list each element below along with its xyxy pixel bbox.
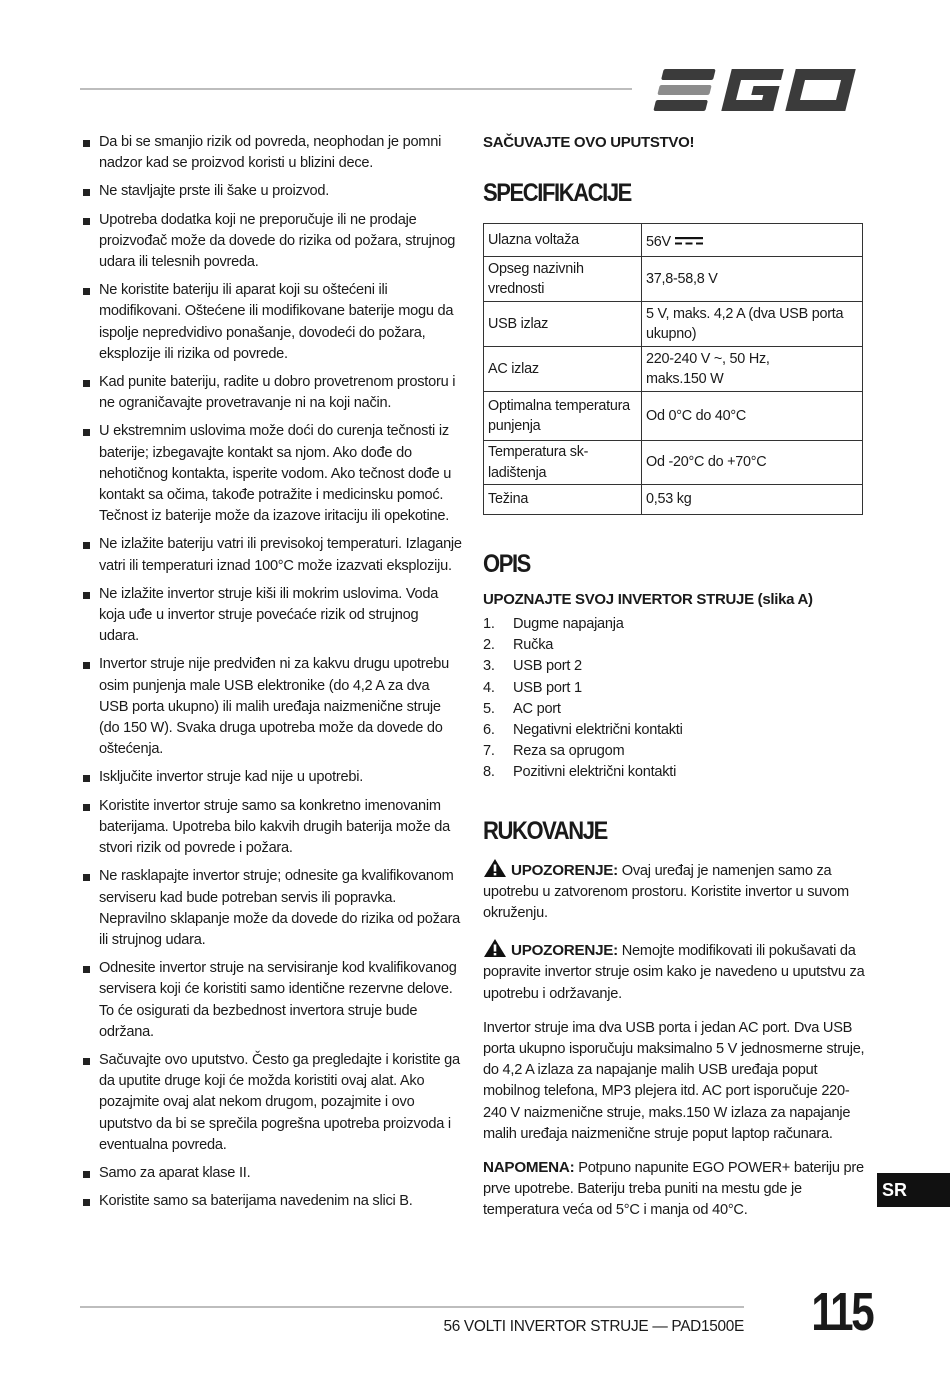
spec-label-line: Opseg nazivnih bbox=[488, 260, 584, 277]
safety-bullet: Ne izlažite bateriju vatri ili previsokoj temperaturi. Izlaganje vatri ili temperaturi iznad 100°C može izazvati eksploziju. bbox=[80, 534, 462, 576]
safety-bullet: Upotreba dodatka koji ne preporučuje ili ne prodaje proizvođač može da dovede do rizika od požara, strujnog udara ili telesnih povreda. bbox=[80, 210, 462, 274]
spec-label-line: ladištenja bbox=[488, 464, 547, 481]
spec-value-line: 220-240 V ~, 50 Hz, bbox=[646, 350, 770, 367]
spec-row bbox=[484, 302, 863, 347]
safety-bullet: Koristite samo sa baterijama navedenim na slici B. bbox=[80, 1191, 462, 1212]
footer-title: 56 VOLTI INVERTOR STRUJE — PAD1500E bbox=[443, 1318, 744, 1335]
safety-bullet: Ne stavljajte prste ili šake u proizvod. bbox=[80, 181, 462, 202]
part-item bbox=[483, 741, 865, 762]
part-item bbox=[483, 699, 865, 720]
part-number: 6. bbox=[483, 722, 495, 739]
warning-text: Nemojte modifikovati ili pokušavati da popravite invertor struje osim kako je navedeno u uputstvu za upotrebu i održavanje. bbox=[483, 943, 865, 1002]
part-number: 2. bbox=[483, 637, 495, 654]
note-paragraph bbox=[483, 1157, 865, 1222]
spec-value bbox=[642, 347, 863, 392]
specifications-table bbox=[483, 223, 863, 515]
spec-label-line: Temperatura sk- bbox=[488, 444, 589, 460]
spec-row bbox=[484, 257, 863, 302]
part-number: 1. bbox=[483, 616, 495, 632]
safety-bullet: Kad punite bateriju, radite u dobro provetrenom prostoru i ne ograničavajte provetravanje ni na koji način. bbox=[80, 372, 462, 414]
footer-rule bbox=[80, 1306, 744, 1308]
spec-value-line: Od 0°C do 40°C bbox=[646, 407, 747, 424]
safety-bullet: Invertor struje nije predviđen ni za kakvu drugu upotrebu osim punjenja male USB elektronike (do 4,2 A za dva USB porta ukupno) ili malih uređaja naizmenične struje (do 150 W). Svaka druga upotreba može da dovede do oštećenja. bbox=[80, 654, 462, 760]
spec-value-line: 37,8-58,8 V bbox=[646, 270, 718, 287]
safety-bullet: Odnesite invertor struje na servisiranje kod kvalifikovanog servisera koji će koristiti samo identične rezervne delove. To će osigurati da bezbednost invertora struje bude održana. bbox=[80, 958, 462, 1043]
spec-label-line: punjenja bbox=[488, 418, 541, 434]
language-tab: SR bbox=[877, 1173, 950, 1207]
warning-label: UPOZORENJE: bbox=[511, 942, 618, 960]
part-label: Reza sa oprugom bbox=[513, 743, 625, 760]
safety-bullet: Koristite invertor struje samo sa konkretno imenovanim baterijama. Upotreba bilo kakvih drugih baterija može da stvori rizik od povrede i požara. bbox=[80, 796, 462, 860]
spec-label-line: Optimalna temperatura bbox=[488, 397, 630, 414]
left-column bbox=[80, 132, 462, 1219]
description-heading: OPIS bbox=[483, 550, 530, 578]
spec-label-line: vrednosti bbox=[488, 281, 545, 297]
header-rule bbox=[80, 88, 632, 90]
note-text: Potpuno napunite EGO POWER+ bateriju pre prve upotrebe. Bateriju treba puniti na mestu gde je temperatura veća od 5°C i manja od 40°C. bbox=[483, 1160, 864, 1219]
spec-value bbox=[642, 224, 863, 257]
spec-value bbox=[642, 392, 863, 441]
warning-label: UPOZORENJE: bbox=[511, 861, 618, 879]
safety-bullet: Isključite invertor struje kad nije u upotrebi. bbox=[80, 767, 462, 788]
spec-value-line: 5 V, maks. 4,2 A (dva USB porta bbox=[646, 305, 844, 322]
part-label: AC port bbox=[513, 700, 561, 717]
spec-label bbox=[484, 302, 642, 347]
part-label: Negativni električni kontakti bbox=[513, 722, 683, 739]
part-label: USB port 2 bbox=[513, 658, 582, 675]
spec-label-line: AC izlaz bbox=[488, 360, 539, 377]
part-number: 7. bbox=[483, 743, 495, 760]
warning-triangle-icon bbox=[483, 938, 507, 958]
warning-paragraph-2 bbox=[483, 938, 865, 1005]
spec-row bbox=[484, 392, 863, 441]
spec-value-line: 0,53 kg bbox=[646, 491, 692, 508]
spec-value-line: 56V bbox=[646, 234, 671, 251]
operation-heading: RUKOVANJE bbox=[483, 816, 607, 845]
know-your-inverter-heading: UPOZNAJTE SVOJ INVERTOR STRUJE (slika A) bbox=[483, 591, 813, 608]
spec-row bbox=[484, 485, 863, 515]
spec-label-line: Težina bbox=[488, 491, 529, 508]
spec-label bbox=[484, 392, 642, 441]
part-item bbox=[483, 678, 865, 699]
part-label: Dugme napajanja bbox=[513, 616, 624, 632]
part-number: 4. bbox=[483, 679, 495, 696]
note-label: NAPOMENA: bbox=[483, 1159, 575, 1177]
spec-value-line: Od -20°C do +70°C bbox=[646, 454, 767, 471]
right-column bbox=[483, 132, 865, 1222]
spec-label bbox=[484, 441, 642, 485]
warning-paragraph-1 bbox=[483, 858, 865, 925]
part-item bbox=[483, 614, 865, 635]
part-number: 3. bbox=[483, 658, 495, 675]
spec-label bbox=[484, 485, 642, 515]
part-label: USB port 1 bbox=[513, 679, 582, 696]
safety-bullet: Sačuvajte ovo uputstvo. Često ga pregledajte i koristite ga da uputite druge koji će možda koristiti ovaj alat. Ako pozajmite ovaj alat nekom drugom, pozajmite i ovo uputstvo da bi se sprečila pogrešna upotreba proizvoda i eventualna povreda. bbox=[80, 1050, 462, 1156]
spec-row bbox=[484, 347, 863, 392]
spec-label bbox=[484, 347, 642, 392]
safety-bullet: U ekstremnim uslovima može doći do curenja tečnosti iz baterije; izbegavajte kontakt sa njom. Ako dođe do nehotičnog kontakta, isperite vodom. Ako tečnost dođe u kontakt sa očima, takođe potražite i medicinsku pomoć. Tečnost iz baterije može da izazove iritaciju ili opekotine. bbox=[80, 421, 462, 527]
save-instructions-heading: SAČUVAJTE OVO UPUTSTVO! bbox=[483, 134, 695, 151]
spec-row bbox=[484, 224, 863, 257]
inverter-description-paragraph: Invertor struje ima dva USB porta i jedan AC port. Dva USB porta ukupno isporučuju maksimalno 5 V jednosmerne struje, do 4,2 A izlaza za napajanje malih USB uređaja poput mobilnog telefona, MP3 plejera itd. AC port isporučuje 220-240 V naizmenične struje, maks.150 W izlaza za napajanje malih uređaja naizmenične struje poput laptop računara. bbox=[483, 1019, 865, 1142]
spec-value-line: maks.150 W bbox=[646, 371, 724, 387]
spec-label bbox=[484, 257, 642, 302]
safety-bullet: Ne koristite bateriju ili aparat koji su oštećeni ili modifikovani. Oštećene ili modifikovane baterije mogu da ispolje nepredvidivo ponašanje, dovodeći do požara, eksplozije ili rizika od povrede. bbox=[80, 280, 462, 365]
part-item bbox=[483, 762, 865, 783]
warning-triangle-icon bbox=[483, 858, 507, 878]
spec-label bbox=[484, 224, 642, 257]
ego-logo bbox=[648, 60, 864, 120]
part-number: 5. bbox=[483, 700, 495, 717]
safety-bullet: Da bi se smanjio rizik od povreda, neophodan je pomni nadzor kad se proizvod koristi u blizini dece. bbox=[80, 132, 462, 174]
spec-value bbox=[642, 302, 863, 347]
part-label: Pozitivni električni kontakti bbox=[513, 764, 677, 781]
dc-symbol-icon bbox=[674, 235, 704, 247]
safety-bullet-list bbox=[80, 132, 462, 1212]
spec-value-line: ukupno) bbox=[646, 326, 697, 342]
spec-label-line: USB izlaz bbox=[488, 315, 549, 332]
warning-text: Ovaj uređaj je namenjen samo za upotrebu u zatvorenom prostoru. Koristite invertor u suvom okruženju. bbox=[483, 862, 849, 922]
part-number: 8. bbox=[483, 764, 495, 781]
part-label: Ručka bbox=[513, 637, 554, 654]
specifications-heading: SPECIFIKACIJE bbox=[483, 179, 631, 207]
spec-row bbox=[484, 441, 863, 485]
spec-value bbox=[642, 485, 863, 515]
safety-bullet: Samo za aparat klase II. bbox=[80, 1163, 462, 1184]
parts-list bbox=[483, 614, 865, 784]
safety-bullet: Ne izlažite invertor struje kiši ili mokrim uslovima. Voda koja uđe u invertor struje povećaće rizik od strujnog udara. bbox=[80, 584, 462, 648]
spec-value bbox=[642, 441, 863, 485]
spec-label-line: Ulazna voltaža bbox=[488, 231, 579, 248]
page-number: 115 bbox=[811, 1282, 873, 1342]
spec-value bbox=[642, 257, 863, 302]
part-item bbox=[483, 635, 865, 656]
part-item bbox=[483, 720, 865, 741]
part-item bbox=[483, 656, 865, 677]
safety-bullet: Ne rasklapajte invertor struje; odnesite ga kvalifikovanom serviseru kad bude potreban servis ili popravka. Nepravilno sklapanje može da dovede do rizika od požara ili strujnog udara. bbox=[80, 866, 462, 951]
